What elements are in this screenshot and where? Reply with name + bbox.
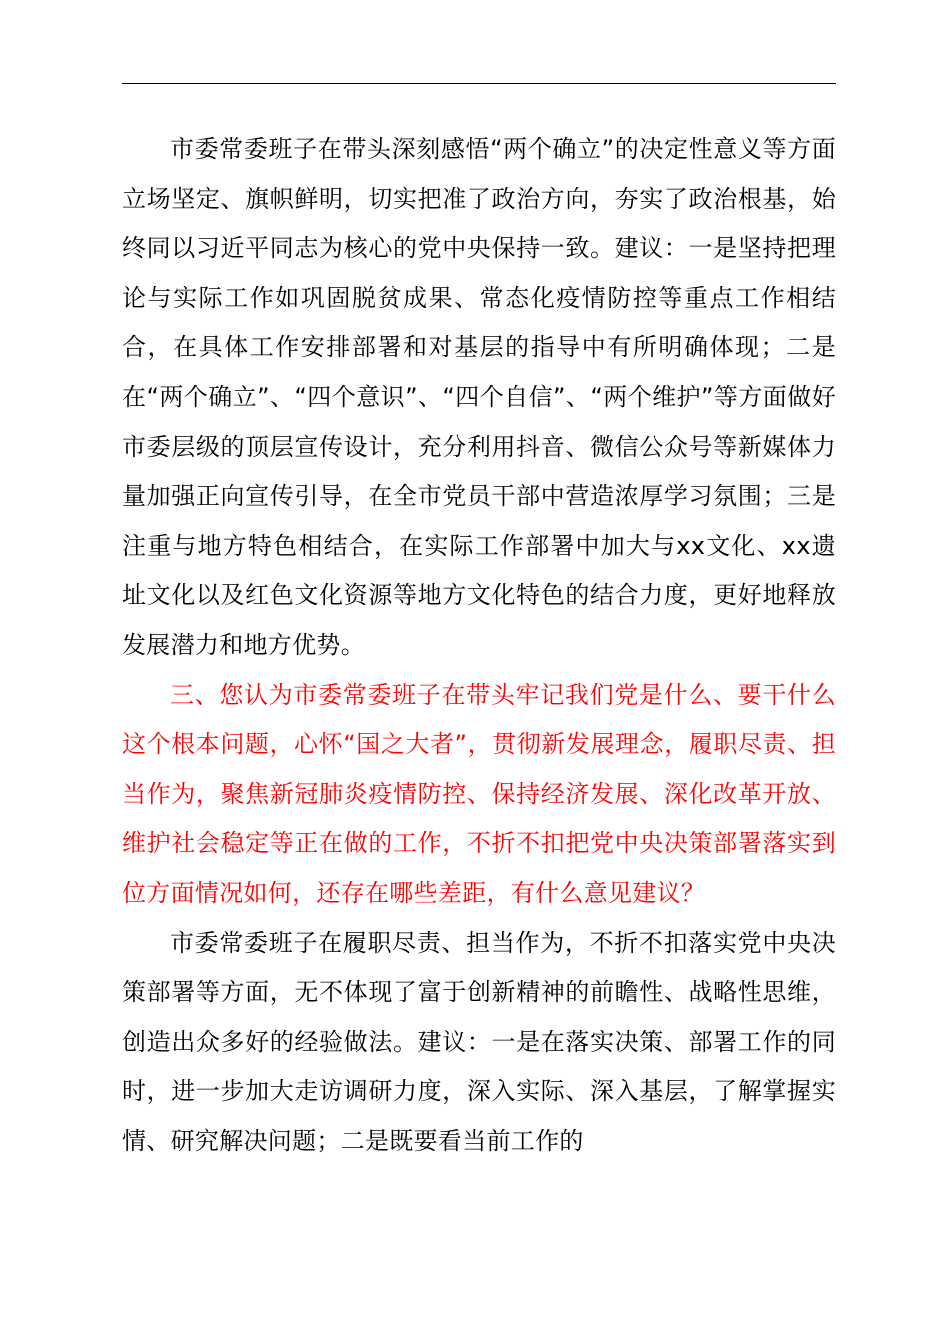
header-rule	[122, 83, 836, 84]
document-body	[122, 125, 836, 1166]
answer-paragraph-1: 市委常委班子在带头深刻感悟“两个确立”的决定性意义等方面立场坚定、旗帜鲜明，切实把准了政治方向，夯实了政治根基，始终同以习近平同志为核心的党中央保持一致。建议：一是坚持把理论与实际工作如巩固脱贫成果、常态化疫情防控等重点工作相结合，在具体工作安排部署和对基层的指导中有所明确体现；二是在“两个确立”、“四个意识”、“四个自信”、“两个维护”等方面做好市委层级的顶层宣传设计，充分利用抖音、微信公众号等新媒体力量加强正向宣传引导，在全市党员干部中营造浓厚学习氛围；三是注重与地方特色相结合，在实际工作部署中加大与xx文化、xx遗址文化以及红色文化资源等地方文化特色的结合力度，更好地释放发展潜力和地方优势。	[122, 135, 836, 659]
question-paragraph-3: 三、您认为市委常委班子在带头牢记我们党是什么、要干什么这个根本问题，心怀“国之大者”，贯彻新发展理念，履职尽责、担当作为，聚焦新冠肺炎疫情防控、保持经济发展、深化改革开放、维护社会稳定等正在做的工作，不折不扣把党中央决策部署落实到位方面情况如何，还存在哪些差距，有什么意见建议？	[122, 680, 836, 907]
answer-paragraph-2: 市委常委班子在履职尽责、担当作为，不折不扣落实党中央决策部署等方面，无不体现了富于创新精神的前瞻性、战略性思维，创造出众多好的经验做法。建议：一是在落实决策、部署工作的同时，进一步加大走访调研力度，深入实际、深入基层，了解掌握实情、研究解决问题；二是既要看当前工作的	[122, 928, 836, 1155]
